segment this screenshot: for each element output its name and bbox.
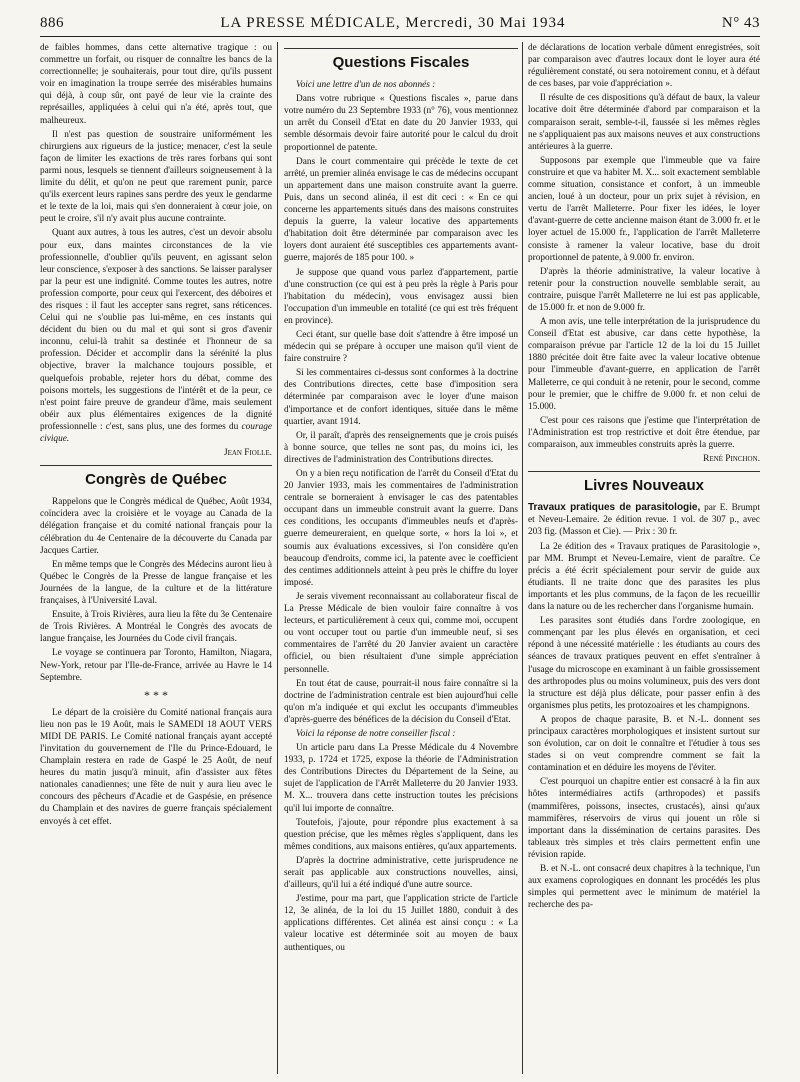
paragraph: La 2e édition des « Travaux pratiques de Parasitologie », par MM. Brumpt et Neveu-Lemaire, vient de paraître. Ce précis a été écrit spécialement pour servir de guide aux étudiants. Il ne traite donc que des parasites les plus importants et les plus communs, de la façon de les recueillir dans la nature ou de les rechercher dans l'organisme humain. — [528, 541, 760, 613]
signature: René Pinchon. — [703, 454, 760, 465]
section-divider — [40, 465, 272, 466]
paragraph: Toutefois, j'ajoute, pour répondre plus exactement à sa question précise, que les mêmes règles s'appliquent, dans les mêmes conditions, aux maisons entières, qu'aux appartements. — [284, 817, 518, 852]
section-title-questions-fiscales: Questions Fiscales — [332, 54, 470, 71]
paragraph: A mon avis, une telle interprétation de la jurisprudence du Conseil d'Etat est abusive, car dans cette hypothèse, la comparaison prévue par l'article 12 de la loi du 15 Juillet 1880 précitée doit être faite avec la valeur locative obtenue pour l'immeuble d'avant-guerre, en application de l'arrêt Malleterre, ce qui conduit à ne retenir, pour le second, comme pour le premier, que le chiffre de 9.000 fr. et non celui de 15.000. — [528, 317, 760, 412]
paragraph: Dans votre rubrique « Questions fiscales », parue dans votre numéro du 23 Septembre 1933 (n° 76), vous mentionnez un arrêt du Conseil d'Etat en date du 20 Janvier 1933, qui semble désormais devoir faire autorité pour le calcul du droit proportionnel de patente. — [284, 94, 518, 153]
column-divider — [522, 42, 523, 1074]
book-entry-heading — [528, 502, 760, 538]
column-right — [528, 42, 760, 1076]
reply-intro: Voici la réponse de notre conseiller fiscal : — [296, 728, 456, 739]
book-title: Travaux pratiques de parasitologie, — [528, 502, 701, 514]
paragraph: de déclarations de location verbale dûment enregistrées, soit par comparaison avec d'autres locaux dont le loyer aura été régulièrement constaté, ou sera notoirement connu, et à défaut de ces bases, par voie d'appréciation ». — [528, 43, 760, 90]
paragraph: Il résulte de ces dispositions qu'à défaut de baux, la valeur locative doit être déterminée d'abord par comparaison et la comparaison serait, semble-t-il, faussée si les mêmes règles ne s'appliquaient pas aux maisons neuves et aux constructions antérieures à la guerre. — [528, 93, 760, 152]
column-left — [40, 42, 272, 1076]
paragraph: Je serais vivement reconnaissant au collaborateur fiscal de La Presse Médicale de bien vouloir faire connaître à vos lecteurs, et particulièrement à ceux qui, comme moi, occupent ou vont occuper tout ou partie d'un immeuble neuf, si ses commentaires de l'arrêté du 20 Janvier avaient un caractère officiel, ou bien résultaient d'une simple appréciation personnelle. — [284, 591, 518, 675]
paragraph: Les parasites sont étudiés dans l'ordre zoologique, en commençant par les plus élevés en organisation, et ceci répond à une nécessité matérielle : les étudiants au cours des séances de travaux pratiques peuvent en effet s'entraîner à l'usage du microscope en examinant à un faible grossissement des arthropodes plus ou moins volumineux, puis des vers dont la structure est déjà plus délicate, pour passer enfin à des organismes plus petits, les protozoaires et les champignons. — [528, 616, 760, 711]
page-number: 886 — [40, 14, 64, 31]
paragraph: Quant aux autres, à tous les autres, c'est un devoir absolu pour eux, dans maintes circonstances de la vie professionnelle, d'oublier qu'ils peuvent, en agissant selon leur conscience, s'exposer à des sanctions. Se laisser paralyser par la peur est une indignité. Comme toutes les autres, notre profession comporte, pour ceux qui l'exercent, des déboires et des risques : il faut les accepter sans regret, sans réticences. Celui qui ne s'oublie pas lui-même, en ces instants qui décident du bien ou du mal et qui sont si gros d'avenir inconnu, celui-là trahit sa destinée et l'honneur de sa profession. Décider et accomplir dans la sérénité la plus objective, braver la malchance toujours possible, et quelquefois probable, rejeter hors du débat, comme des poisons mortels, les suggestions de l'intérêt et de la peur, ce n'est point faire preuve de grandeur d'âme, mais seulement obéir aux plus élémentaires exigences de la dignité professionnelle : c'est, sans plus, une des formes du courage civique. — [40, 228, 272, 444]
paragraph: Je suppose que quand vous parlez d'appartement, partie d'une construction (ce qui est à peu près la règle à Paris pour l'habitation du médecin), vous envisagez aussi bien l'occupation d'un immeuble en totalité (ce qui est très fréquent en province). — [284, 267, 518, 326]
paragraph: J'estime, pour ma part, que l'application stricte de l'article 12, 3e alinéa, de la loi du 15 Juillet 1880, conduit à des applications différentes. Cet alinéa est ainsi conçu : « La valeur locative est déterminée soit au moyen de baux authentiques, ou — [284, 894, 518, 953]
asterism: * * * — [144, 687, 168, 702]
paragraph: En tout état de cause, pourrait-il nous faire connaître si la doctrine de l'administration centrale est bien aujourd'hui celle qu'on m'a indiquée et qui exclut les occupants d'immeubles d'après-guerre des bénéfices de la décision du Conseil d'Etat. — [284, 678, 518, 725]
paragraph: Il n'est pas question de soustraire uniformément les chirurgiens aux rigueurs de la justice; menacer, c'est la seule façon de limiter les exactions de très rares forbans qui sont parmi nous, lesquels se tiennent d'ailleurs soigneusement à la limite du délit, et qu'on ne peut que rarement punir, parce qu'ils exercent leurs rapines sans perdre des yeux le gendarme et le texte de la loi, mais qui s'en donneraient à cœur joie, on peut le croire, s'il n'y avait plus aucune contrainte. — [40, 129, 272, 225]
paragraph: C'est pour ces raisons que j'estime que l'interprétation de l'Administration est trop restrictive et doit être étendue, par comparaison, aux immeubles construits après la guerre. — [528, 415, 760, 450]
page-header — [40, 10, 760, 37]
paragraph: Or, il paraît, d'après des renseignements que je crois puisés à bonne source, que telles ne sont pas, du moins ici, les directives de l'administration des Contributions directes. — [284, 430, 518, 465]
paragraph: En même temps que le Congrès des Médecins auront lieu à Québec le Congrès de la Presse de langue française et les Journées de la langue, de la culture et de la littérature françaises, à l'Université Laval. — [40, 559, 272, 607]
book-meta: par E. Brumpt et Neveu-Lemaire. 2e édition revue. 1 vol. de 307 p., avec 203 fig. (Masson et Cie). — Prix : 30 fr. — [528, 503, 760, 538]
paragraph: D'après la théorie administrative, la valeur locative à retenir pour la construction nouvelle semblable serait, au contraire, puisque l'arrêt Malleterre ne lui est pas applicable, de 15.000 fr. et non de 9.000 fr. — [528, 266, 760, 313]
column-divider — [277, 42, 278, 1074]
section-title-livres-nouveaux: Livres Nouveaux — [583, 477, 705, 495]
signature: Jean Fiolle. — [223, 448, 272, 459]
issue-number: N° 43 — [721, 14, 760, 31]
paragraph: Si les commentaires ci-dessus sont conformes à la doctrine des Contributions directes, cette base d'imposition sera déterminée par comparaison avec le loyer d'une maison d'importance et de confort identiques, située dans le même quartier, avant 1914. — [284, 368, 518, 427]
section-divider — [528, 471, 760, 472]
paragraph: Dans le court commentaire qui précède le texte de cet arrêté, un premier alinéa envisage le cas de médecins occupant un appartement dans une maison construite avant la guerre. Puis, dans un second alinéa, il est dit ceci : « En ce qui concerne les appartements situés dans des maisons construites depuis la guerre, la valeur locative des appartements d'habitation doit être déterminée par comparaison avec les loyers dont auraient été susceptibles ces appartements avant-guerre, majorés de 185 pour 100. » — [284, 156, 518, 264]
paragraph: Rappelons que le Congrès médical de Québec, Août 1934, coïncidera avec la croisière et le voyage au Canada de la délégation française et du comité national français pour la célébration du 4e Centenaire de la découverte du Canada par Jacques Cartier. — [40, 497, 272, 556]
intro-line: Voici une lettre d'un de nos abonnés : — [296, 80, 436, 91]
paragraph: B. et N.-L. ont consacré deux chapitres à la technique, l'un aux examens coprologiques en donnant les procédés les plus simples qui permettent avec le minimum de matériel la recherche des pa- — [528, 864, 760, 911]
paragraph: Un article paru dans La Presse Médicale du 4 Novembre 1933, p. 1724 et 1725, expose la théorie de l'Administration des Contributions Directes du Département de la Seine, au sujet de l'application de l'Arrêt Malleterre du 20 Janvier 1933. M. X... trouvera dans cette instruction toutes les précisions qu'il lui importe de connaître. — [284, 743, 518, 814]
section-title-congres: Congrès de Québec — [85, 471, 227, 489]
paragraph: Le départ de la croisière du Comité national français aura lieu non pas le 19 Août, mais le SAMEDI 18 AOUT VERS MIDI DE PARIS. Le Comité national français ayant accepté l'invitation du gouvernement de l'Ile du Prince-Edouard, le Champlain restera en rade de Gaspé le 25 Août, de neuf heures du matin jusqu'à minuit, afin d'assister aux fêtes nationales canadiennes; une fête de nuit y aura lieu avec le concours des pêcheurs d'Acadie et de Gaspésie, en présence du Champlain et des navires de guerre français spécialement envoyés à cet effet. — [40, 707, 272, 827]
paragraph: de faibles hommes, dans cette alternative tragique : ou commettre un forfait, ou risquer de connaître les bancs de la correctionnelle; je souhaiterais, pour tout dire, qu'ils pussent voir en imagination la troupe serrée des misérables humains qui déjà, à coup sûr, ont payé de leur vie la crainte des représailles, appliquées à celui qui n'a été, après tout, que malheureux. — [40, 43, 272, 126]
section-divider — [284, 48, 518, 49]
paragraph: On y a bien reçu notification de l'arrêt du Conseil d'Etat du 20 Janvier 1933, mais les commentaires de l'administration centrale se borneraient à envisager le cas des patentables occupant dans un immeuble construit avant la guerre. Dans ces conditions, les occupants d'immeubles neufs et d'après-guerre demeureraient, en quelque sorte, « hors la loi », et soumis aux évaluations excessives, si l'on considère qu'en beaucoup d'endroits, comme ici, la patente avec le coefficient des centimes additionnels atteint à peu près le chiffre du loyer imposé. — [284, 469, 518, 588]
paragraph: C'est pourquoi un chapitre entier est consacré à la fin aux hôtes intermédiaires actifs (arthropodes) et passifs (mammifères, poissons, insectes, crustacés), ainsi qu'aux mammifères, réservoirs de virus qui jouent un rôle si important dans la dissémination de certains parasites. Des tableaux très simples et très clairs permettent enfin une révision rapide. — [528, 777, 760, 860]
paragraph: Ceci étant, sur quelle base doit s'attendre à être imposé un médecin qui se prépare à occuper une maison qu'il vient de faire construire ? — [284, 329, 518, 365]
journal-title: LA PRESSE MÉDICALE, Mercredi, 30 Mai 1934 — [220, 14, 566, 31]
closing-italic: courage civique. — [40, 421, 272, 444]
paragraph: Supposons par exemple que l'immeuble que va faire construire et que va habiter M. X... soit exactement semblable comme situation, consistance et confort, à un immeuble ancien, loué à un docteur, pour un prix sujet à révision, en vertu de l'arrêt Malleterre. Pour fixer les idées, le loyer d'avant-guerre de cette ancienne maison étant de 3.000 fr. et le loyer actuel de 15.000 fr., l'application de l'arrêt Malleterre consiste à ramener la valeur locative, base du droit proportionnel de patente, à 9.000 fr. environ. — [528, 155, 760, 263]
paragraph: A propos de chaque parasite, B. et N.-L. donnent ses principaux caractères morphologiques et insistent surtout sur son évolution, car on doit le connaître et l'étudier à tous ses stades si on veut comprendre comment se fait la contamination et en déduire les moyens de l'éviter. — [528, 714, 760, 774]
column-middle — [284, 42, 518, 1076]
paragraph: D'après la doctrine administrative, cette jurisprudence ne serait pas applicable aux constructions nouvelles, ainsi, d'ailleurs, qu'il lui a été indiqué d'une autre source. — [284, 855, 518, 891]
paragraph: Le voyage se continuera par Toronto, Hamilton, Niagara, New-York, retour par l'Ile-de-France, arrivée au Havre le 14 Septembre. — [40, 648, 272, 683]
paragraph: Ensuite, à Trois Rivières, aura lieu la fête du 3e Centenaire de Trois Rivières. A Montréal le Congrès des avocats de langue française, les Journées du Code civil français. — [40, 610, 272, 645]
